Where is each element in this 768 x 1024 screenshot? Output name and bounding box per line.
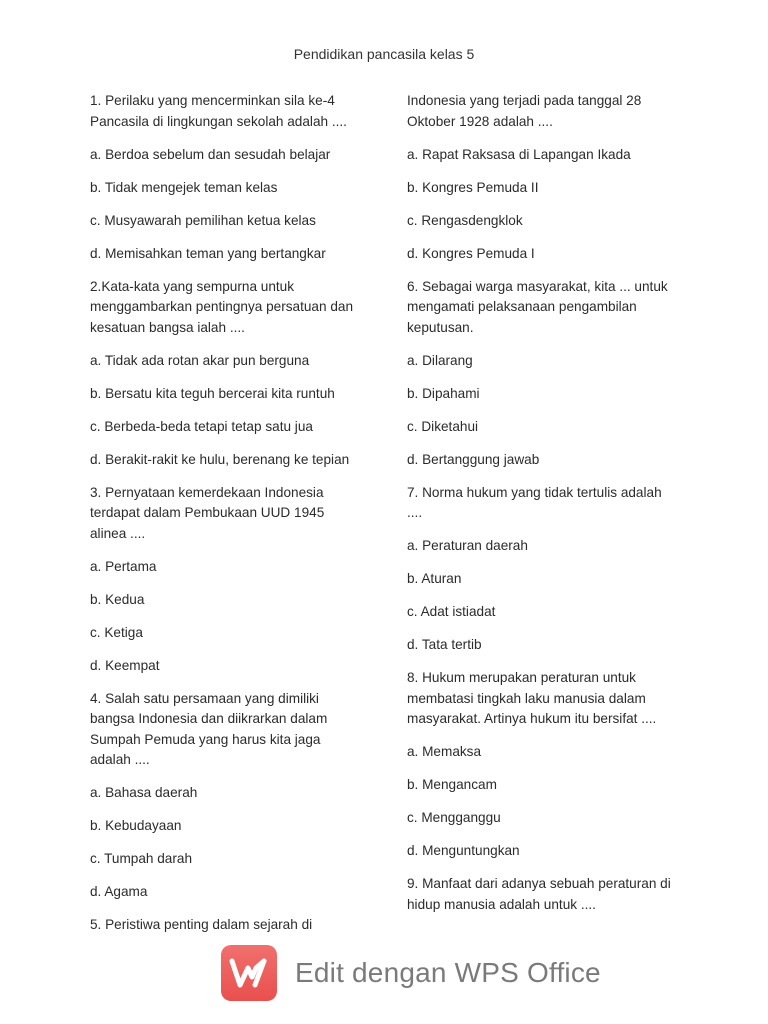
question-6: 6. Sebagai warga masyarakat, kita ... untuk mengamati pelaksanaan pengambilan keputusan. <box>407 278 668 335</box>
wps-edit-label[interactable]: Edit dengan WPS Office <box>295 957 601 988</box>
left-column <box>90 91 370 936</box>
option-6c: c. Diketahui <box>407 418 479 434</box>
option-3d: d. Keempat <box>90 657 160 673</box>
option-4d: d. Agama <box>90 884 148 899</box>
question-5-continued: Indonesia yang terjadi pada tanggal 28 Oktober 1928 adalah .... <box>407 93 642 129</box>
option-2b: b. Bersatu kita teguh bercerai kita runtuh <box>90 385 335 401</box>
question-7: 7. Norma hukum yang tidak tertulis adalah .... <box>407 484 662 520</box>
option-2d: d. Berakit-rakit ke hulu, berenang ke tepian <box>90 451 350 467</box>
option-5b: b. Kongres Pemuda II <box>407 179 539 195</box>
option-7d: d. Tata tertib <box>407 637 482 652</box>
option-8a: a. Memaksa <box>407 744 482 759</box>
right-column <box>407 91 692 915</box>
wps-logo-icon <box>221 945 277 1001</box>
option-4c: c. Tumpah darah <box>90 851 193 866</box>
option-6d: d. Bertanggung jawab <box>407 451 540 467</box>
option-3a: a. Pertama <box>90 558 157 574</box>
page-title: Pendidikan pancasila kelas 5 <box>293 46 475 62</box>
option-8d: d. Menguntungkan <box>407 843 520 858</box>
question-2: 2.Kata-kata yang sempurna untuk menggambarkan pentingnya persatuan dan kesatuan bangsa ialah .... <box>90 278 354 335</box>
option-5d: d. Kongres Pemuda I <box>407 245 535 261</box>
question-8: 8. Hukum merupakan peraturan untuk membatasi tingkah laku manusia dalam masyarakat. Artinya hukum itu bersifat .... <box>407 670 657 726</box>
option-2c: c. Berbeda-beda tetapi tetap satu jua <box>90 418 313 434</box>
wps-edit-banner[interactable] <box>221 944 601 1002</box>
option-1c: c. Musyawarah pemilihan ketua kelas <box>90 212 316 228</box>
option-3c: c. Ketiga <box>90 624 143 640</box>
option-6a: a. Dilarang <box>407 352 473 368</box>
option-6b: b. Dipahami <box>407 385 480 401</box>
option-2a: a. Tidak ada rotan akar pun berguna <box>90 352 310 368</box>
question-1: 1. Perilaku yang mencerminkan sila ke-4 Pancasila di lingkungan sekolah adalah .... <box>90 93 347 129</box>
option-5c: c. Rengasdengklok <box>407 212 523 228</box>
option-7a: a. Peraturan daerah <box>407 538 528 553</box>
option-1d: d. Memisahkan teman yang bertangkar <box>90 245 326 261</box>
question-9: 9. Manfaat dari adanya sebuah peraturan di hidup manusia adalah untuk .... <box>407 876 671 912</box>
option-8b: b. Mengancam <box>407 777 497 792</box>
option-5a: a. Rapat Raksasa di Lapangan Ikada <box>407 146 631 162</box>
option-4b: b. Kebudayaan <box>90 818 182 833</box>
option-3b: b. Kedua <box>90 591 145 607</box>
question-4: 4. Salah satu persamaan yang dimiliki bangsa Indonesia dan diikrarkan dalam Sumpah Pemuda yang harus kita jaga adalah .... <box>90 690 328 767</box>
question-3: 3. Pernyataan kemerdekaan Indonesia terdapat dalam Pembukaan UUD 1945 alinea .... <box>90 484 325 541</box>
option-7b: b. Aturan <box>407 571 462 586</box>
option-4a: a. Bahasa daerah <box>90 785 198 800</box>
option-1a: a. Berdoa sebelum dan sesudah belajar <box>90 146 331 162</box>
option-8c: c. Mengganggu <box>407 810 501 825</box>
option-1b: b. Tidak mengejek teman kelas <box>90 179 278 195</box>
question-5: 5. Peristiwa penting dalam sejarah di <box>90 917 313 932</box>
option-7c: c. Adat istiadat <box>407 604 496 619</box>
